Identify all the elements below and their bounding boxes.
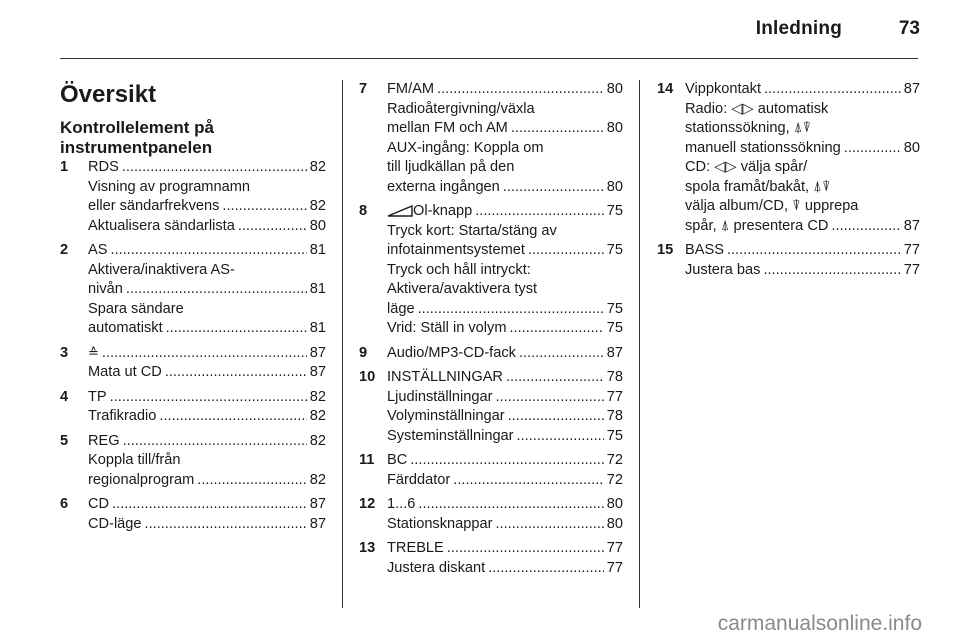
item-text: Justera bas (685, 261, 761, 278)
page-reference-link[interactable]: 87 (903, 217, 920, 234)
item-text: Tryck och håll intryckt: (387, 261, 531, 278)
item-text: ≙ (88, 345, 99, 361)
item-line (88, 388, 326, 408)
item-text: RDS (88, 159, 119, 175)
list-item (60, 241, 326, 339)
leader-dots (222, 197, 306, 217)
item-number: 3 (60, 344, 69, 361)
column-divider (342, 80, 343, 608)
item-line (88, 451, 326, 471)
page-reference-link[interactable]: 80 (606, 120, 623, 136)
item-line (387, 261, 623, 281)
item-line (387, 344, 623, 364)
page-reference-link[interactable]: 82 (309, 159, 326, 175)
page-reference-link[interactable]: 82 (309, 198, 326, 214)
item-line (387, 368, 623, 388)
item-number: 7 (359, 81, 368, 97)
item-line (387, 559, 623, 579)
item-text: automatiskt (88, 320, 163, 336)
page-reference-link[interactable]: 87 (309, 344, 326, 361)
item-line (387, 495, 623, 515)
item-line (88, 407, 326, 427)
item-text: välja album/CD, ⍒ upprepa (685, 198, 859, 214)
item-number: 15 (657, 242, 674, 258)
item-line (685, 158, 920, 178)
item-text: Tryck kort: Starta/stäng av (387, 222, 557, 239)
page-reference-link[interactable]: 75 (606, 427, 623, 444)
item-text: Mata ut CD (88, 364, 162, 380)
leader-dots (112, 495, 307, 515)
watermark: carmanualsonline.info (717, 612, 922, 635)
item-number: 11 (359, 452, 375, 468)
item-number: 6 (60, 496, 69, 512)
leader-dots (453, 471, 603, 491)
item-line (88, 178, 326, 198)
leader-dots (238, 217, 307, 237)
item-line (88, 261, 326, 281)
item-line (88, 158, 326, 178)
list-item (359, 368, 623, 446)
header-rule (60, 58, 918, 59)
leader-dots (165, 363, 307, 383)
page-reference-link[interactable]: 87 (903, 81, 920, 97)
item-line (387, 300, 623, 320)
item-line (387, 119, 623, 139)
page-reference-link[interactable]: 82 (309, 471, 326, 488)
item-line (88, 197, 326, 217)
item-text: FM/AM (387, 81, 435, 97)
page-reference-link[interactable]: 81 (309, 281, 326, 297)
item-text: infotainmentsystemet (387, 242, 525, 258)
list-item (60, 388, 326, 427)
item-text: Radioåtergivning/växla (387, 100, 535, 117)
leader-dots (831, 217, 900, 237)
item-text: Systeminställningar (387, 427, 514, 444)
item-text: stationssökning, ⍋⍒ (685, 120, 812, 136)
list-item (657, 80, 920, 236)
item-line (685, 100, 920, 120)
list-item (359, 344, 623, 364)
item-number: 8 (359, 203, 368, 219)
list-item (359, 539, 623, 578)
page-reference-link[interactable]: 75 (606, 320, 623, 336)
item-text: till ljudkällan på den (387, 159, 515, 175)
leader-dots (519, 344, 604, 364)
page-reference-link[interactable]: 82 (309, 432, 326, 449)
column-divider (639, 80, 640, 608)
item-line (88, 319, 326, 339)
item-line (88, 241, 326, 261)
section-title: Översikt (60, 81, 157, 108)
leader-dots (488, 559, 604, 579)
list-item (60, 495, 326, 534)
leader-dots (475, 202, 604, 222)
item-line (685, 178, 920, 198)
item-line (88, 363, 326, 383)
page-reference-link[interactable]: 78 (606, 408, 623, 424)
item-line (685, 80, 920, 100)
subsection-title-line1: Kontrollelement på (60, 118, 214, 137)
page-reference-link[interactable]: 87 (309, 496, 326, 512)
item-line (685, 197, 920, 217)
item-text: Ljudinställningar (387, 388, 493, 405)
page-reference-link[interactable]: 80 (606, 496, 623, 512)
item-number: 4 (60, 388, 69, 405)
leader-dots (511, 119, 604, 139)
leader-dots (166, 319, 307, 339)
item-line (88, 280, 326, 300)
item-text: Radio: ◁▷ automatisk (685, 100, 829, 117)
item-line (685, 217, 920, 237)
item-number: 13 (359, 540, 376, 556)
item-text: TP (88, 388, 107, 405)
item-line (387, 100, 623, 120)
page-reference-link[interactable]: 80 (606, 81, 623, 97)
item-line (88, 432, 326, 452)
page-reference-link[interactable]: 81 (309, 242, 326, 258)
page-reference-link[interactable]: 77 (606, 540, 623, 556)
leader-dots (844, 139, 901, 159)
item-number: 12 (359, 496, 376, 512)
page-number: 73 (898, 18, 920, 39)
item-line (88, 495, 326, 515)
page-reference-link[interactable]: 80 (606, 178, 623, 195)
page-reference-link[interactable]: 72 (606, 452, 623, 468)
page-reference-link[interactable]: 75 (606, 242, 623, 258)
volume-knob-icon (387, 205, 413, 217)
leader-dots (528, 241, 604, 261)
list-item (359, 495, 623, 534)
leader-dots (506, 368, 604, 388)
item-line (387, 388, 623, 408)
item-line (387, 451, 623, 471)
leader-dots (126, 280, 307, 300)
item-text: Stationsknappar (387, 515, 493, 532)
leader-dots (159, 407, 306, 427)
page-reference-link[interactable]: 77 (606, 388, 623, 405)
subsection-title-line2: instrumentpanelen (60, 138, 213, 157)
item-text: REG (88, 432, 120, 449)
leader-dots (727, 241, 901, 261)
list-item (359, 80, 623, 197)
page-reference-link[interactable]: 82 (309, 408, 326, 424)
item-text: mellan FM och AM (387, 120, 508, 136)
item-line (387, 471, 623, 491)
chapter-title: Inledning (755, 18, 842, 39)
item-text: Spara sändare (88, 300, 184, 317)
item-line (88, 471, 326, 491)
leader-dots (110, 241, 306, 261)
item-line (387, 80, 623, 100)
item-line (387, 202, 623, 222)
list-item (359, 202, 623, 339)
leader-dots (517, 427, 604, 447)
item-line (685, 241, 920, 261)
leader-dots (495, 515, 603, 535)
item-text: TREBLE (387, 540, 444, 556)
leader-dots (763, 261, 900, 281)
item-text: AS (88, 242, 108, 258)
item-text: eller sändarfrekvens (88, 198, 220, 214)
item-text: externa ingången (387, 178, 500, 195)
page-reference-link[interactable]: 72 (606, 471, 623, 488)
item-text: BASS (685, 242, 724, 258)
item-text: Ol-knapp (413, 203, 473, 219)
item-line (88, 515, 326, 535)
item-line (387, 139, 623, 159)
leader-dots (122, 158, 307, 178)
leader-dots (410, 451, 603, 471)
page-reference-link[interactable]: 80 (606, 515, 623, 532)
item-line (387, 539, 623, 559)
leader-dots (145, 515, 307, 535)
list-item (359, 451, 623, 490)
item-text: Volyminställningar (387, 408, 505, 424)
leader-dots (508, 407, 604, 427)
item-line (387, 319, 623, 339)
item-text: 1...6 (387, 496, 416, 512)
item-text: CD (88, 496, 110, 512)
column-left (60, 80, 326, 539)
list-item (60, 344, 326, 383)
item-text: nivån (88, 281, 123, 297)
leader-dots (503, 178, 604, 198)
leader-dots (495, 388, 603, 408)
leader-dots (437, 80, 604, 100)
item-text: läge (387, 300, 415, 317)
item-text: BC (387, 452, 408, 468)
page-reference-link[interactable]: 80 (309, 217, 326, 234)
page-reference-link[interactable]: 77 (903, 242, 920, 258)
item-text: Aktualisera sändarlista (88, 217, 235, 234)
item-line (88, 217, 326, 237)
item-text: Aktivera/avaktivera tyst (387, 281, 538, 297)
item-number: 10 (359, 369, 376, 385)
item-text: regionalprogram (88, 471, 195, 488)
item-number: 2 (60, 242, 69, 258)
item-text: AUX-ingång: Koppla om (387, 139, 544, 156)
leader-dots (447, 539, 604, 559)
item-text: Koppla till/från (88, 452, 181, 468)
page-reference-link[interactable]: 77 (606, 559, 623, 576)
page-reference-link[interactable]: 82 (309, 388, 326, 405)
page-reference-link[interactable]: 75 (606, 203, 623, 219)
page-reference-link[interactable]: 77 (903, 261, 920, 278)
page-reference-link[interactable]: 80 (903, 139, 920, 156)
item-text: Trafikradio (88, 408, 157, 424)
page-reference-link[interactable]: 78 (606, 369, 623, 385)
item-text: CD: ◁▷ välja spår/ (685, 159, 808, 175)
item-text: manuell stationssökning (685, 139, 841, 156)
item-text: Aktivera/inaktivera AS- (88, 261, 235, 278)
item-text: Audio/MP3-CD-fack (387, 344, 516, 361)
item-number: 1 (60, 159, 69, 175)
item-line (387, 515, 623, 535)
item-line (387, 427, 623, 447)
page-reference-link[interactable]: 75 (606, 300, 623, 317)
item-text: Färddator (387, 471, 451, 488)
item-number: 14 (657, 81, 674, 97)
page-reference-link[interactable]: 87 (309, 515, 326, 532)
leader-dots (418, 300, 604, 320)
list-item (60, 158, 326, 236)
item-text: Visning av programnamn (88, 178, 250, 195)
item-number: 5 (60, 432, 69, 449)
item-text: INSTÄLLNINGAR (387, 369, 503, 385)
item-line (387, 407, 623, 427)
list-item (657, 241, 920, 280)
page-reference-link[interactable]: 87 (606, 344, 623, 361)
item-line (88, 344, 326, 364)
page-reference-link[interactable]: 81 (309, 320, 326, 336)
item-text: CD-läge (88, 515, 142, 532)
item-line (685, 139, 920, 159)
item-text: Justera diskant (387, 559, 486, 576)
column-right (657, 80, 920, 285)
item-line (685, 261, 920, 281)
item-line (387, 222, 623, 242)
item-line (387, 241, 623, 261)
page-header (0, 0, 960, 60)
item-text: spola framåt/bakåt, ⍋⍒ (685, 178, 831, 195)
leader-dots (197, 471, 306, 491)
item-line (685, 119, 920, 139)
item-text: Vrid: Ställ in volym (387, 320, 507, 336)
item-number: 9 (359, 344, 368, 361)
item-text: spår, ⍋ presentera CD (685, 217, 829, 234)
list-item (60, 432, 326, 491)
item-line (387, 158, 623, 178)
item-text: Vippkontakt (685, 81, 761, 97)
page-reference-link[interactable]: 87 (309, 364, 326, 380)
leader-dots (102, 344, 307, 364)
leader-dots (510, 319, 604, 339)
item-line (387, 178, 623, 198)
column-middle (359, 80, 623, 583)
leader-dots (764, 80, 901, 100)
leader-dots (110, 388, 307, 408)
item-line (88, 300, 326, 320)
leader-dots (418, 495, 603, 515)
leader-dots (123, 432, 307, 452)
item-line (387, 280, 623, 300)
